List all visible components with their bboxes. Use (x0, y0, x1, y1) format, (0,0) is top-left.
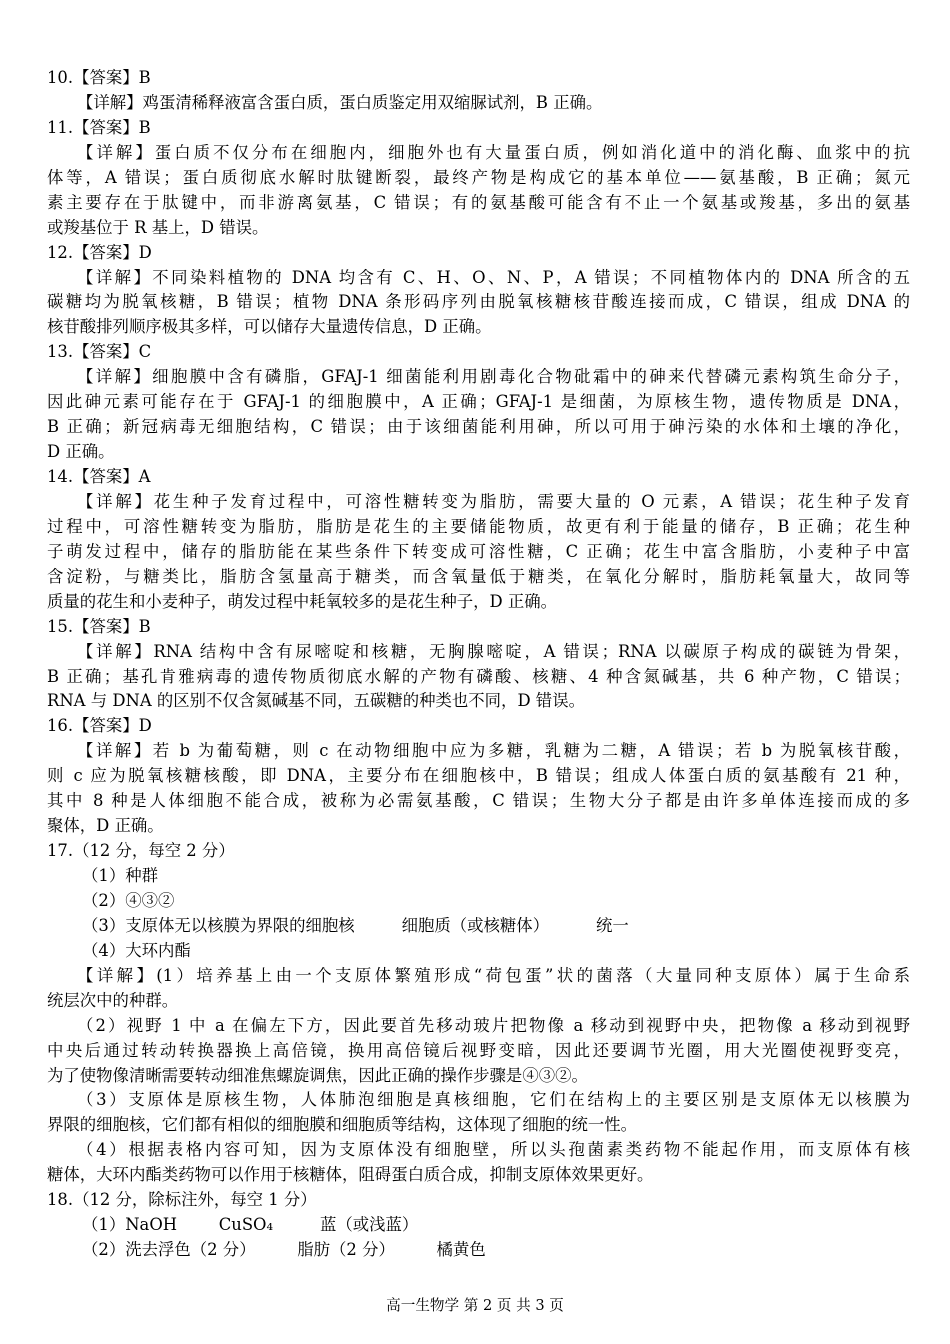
text-line: 【详解】花生种子发育过程中，可溶性糖转变为脂肪，需要大量的 O 元素，A 错误；花生种子发育 (77, 491, 910, 511)
text-line: （4）根据表格内容可知，因为支原体没有细胞壁，所以头孢菌素类药物不能起作用，而支原体有核 (77, 1140, 910, 1160)
text-line: （4）大环内酯 (82, 940, 191, 960)
text-line: 聚体，D 正确。 (47, 816, 164, 836)
text-line: 界限的细胞核，它们都有相似的细胞膜和细胞质等结构，这体现了细胞的统一性。 (47, 1115, 638, 1135)
text-line: 14.【答案】A (47, 467, 151, 486)
text-line: 13.【答案】C (47, 342, 152, 362)
text-line: （2）④③② (82, 890, 175, 910)
text-line: 因此砷元素可能存在于 GFAJ-1 的细胞膜中，A 正确；GFAJ-1 是细菌，为原核生物，遗传物质是 DNA， (47, 392, 910, 412)
text-line: 18.（12 分，除标注外，每空 1 分） (47, 1190, 317, 1210)
text-line: B 正确；新冠病毒无细胞结构，C 错误；由于该细菌能利用砷，所以可用于砷污染的水体和土壤的净化， (47, 417, 910, 437)
text-line: （3）支原体无以核膜为界限的细胞核 细胞质（或核糖体） 统一 (82, 915, 629, 935)
text-line: 12.【答案】D (47, 242, 152, 262)
text-line: 素主要存在于肽键中，而非游离氨基，C 错误；有的氨基酸可能含有不止一个氨基或羧基，多出的氨基 (47, 192, 910, 212)
text-line: 或羧基位于 R 基上，D 错误。 (47, 217, 269, 237)
text-line: （2）洗去浮色（2 分） 脂肪（2 分） 橘黄色 (82, 1240, 486, 1260)
text-line: 10.【答案】B (47, 68, 151, 87)
text-line: 【详解】蛋白质不仅分布在细胞内，细胞外也有大量蛋白质，例如消化道中的消化酶、血浆中的抗 (77, 142, 910, 162)
text-line: 【详解】鸡蛋清稀释液富含蛋白质，蛋白质鉴定用双缩脲试剂，B 正确。 (77, 92, 603, 112)
text-line: 则 c 应为脱氧核糖核酸，即 DNA，主要分布在细胞核中，B 错误；组成人体蛋白质的氨基酸有 21 种， (47, 766, 910, 786)
text-line: B 正确；基孔肯雅病毒的遗传物质彻底水解的产物有磷酸、核糖、4 种含氮碱基，共 6 种产物，C 错误； (47, 666, 910, 686)
text-line: 16.【答案】D (47, 716, 152, 736)
text-line: 碳糖均为脱氧核糖，B 错误；植物 DNA 条形码序列由脱氧核糖核苷酸连接而成，C 错误，组成 DNA 的 (47, 292, 910, 312)
text-line: 15.【答案】B (47, 616, 151, 636)
answer-body (47, 66, 910, 1263)
text-line: 子萌发过程中，储存的脂肪能在某些条件下转变成可溶性糖，C 正确；花生中富含脂肪，小麦种子中富 (47, 541, 910, 561)
page-footer: 高一生物学 第 2 页 共 3 页 (386, 1297, 564, 1314)
text-line: 11.【答案】B (47, 117, 151, 137)
text-line: 过程中，可溶性糖转变为脂肪，脂肪是花生的主要储能物质，故更有利于能量的储存，B 正确；花生种 (47, 516, 910, 536)
text-line: 糖体，大环内酯类药物可以作用于核糖体，阻碍蛋白质合成，抑制支原体效果更好。 (47, 1165, 654, 1185)
text-line: 统层次中的种群。 (47, 990, 179, 1010)
text-line: 为了使物像清晰需要转动细准焦螺旋调焦，因此正确的操作步骤是④③②。 (47, 1065, 588, 1085)
text-line: RNA 与 DNA 的区别不仅含氮碱基不同，五碳糖的种类也不同，D 错误。 (47, 691, 585, 711)
text-line: 【详解】若 b 为葡萄糖，则 c 在动物细胞中应为多糖，乳糖为二糖，A 错误；若 b 为脱氧核苷酸， (77, 741, 910, 761)
text-line: 质量的花生和小麦种子，萌发过程中耗氧较多的是花生种子，D 正确。 (47, 591, 558, 611)
text-line: 体等，A 错误；蛋白质彻底水解时肽键断裂，最终产物是构成它的基本单位——氨基酸，B 正确；氮元 (47, 167, 910, 187)
text-line: 其中 8 种是人体细胞不能合成，被称为必需氨基酸，C 错误；生物大分子都是由许多单体连接而成的多 (47, 791, 910, 811)
text-line: 【详解】RNA 结构中含有尿嘧啶和核糖，无胸腺嘧啶，A 错误；RNA 以碳原子构成的碳链为骨架， (77, 641, 910, 661)
text-line: 【详解】(1）培养基上由一个支原体繁殖形成“荷包蛋”状的菌落（大量同种支原体）属于生命系 (77, 965, 910, 985)
text-line: （3）支原体是原核生物，人体肺泡细胞是真核细胞，它们在结构上的主要区别是支原体无以核膜为 (77, 1090, 910, 1110)
text-line: 【详解】细胞膜中含有磷脂，GFAJ-1 细菌能利用剧毒化合物砒霜中的砷来代替磷元素构筑生命分子， (77, 367, 910, 387)
text-line: （2）视野 1 中 a 在偏左下方，因此要首先移动玻片把物像 a 移动到视野中央，把物像 a 移动到视野 (77, 1015, 910, 1035)
text-line: 含淀粉，与糖类比，脂肪含氢量高于糖类，而含氧量低于糖类，在氧化分解时，脂肪耗氧量大，故同等 (47, 566, 910, 586)
text-line: 中央后通过转动转换器换上高倍镜，换用高倍镜后视野变暗，因此还要调节光圈，用大光圈使视野变亮， (47, 1040, 910, 1060)
text-line: 17.（12 分，每空 2 分） (47, 841, 235, 861)
text-line: 核苷酸排列顺序极其多样，可以储存大量遗传信息，D 正确。 (47, 317, 492, 337)
text-line: 【详解】不同染料植物的 DNA 均含有 C、H、O、N、P，A 错误；不同植物体内的 DNA 所含的五 (77, 267, 910, 287)
text-line: （1）种群 (82, 866, 158, 885)
text-line: （1）NaOH CuSO₄ 蓝（或浅蓝） (82, 1215, 419, 1235)
text-line: D 正确。 (47, 442, 115, 462)
